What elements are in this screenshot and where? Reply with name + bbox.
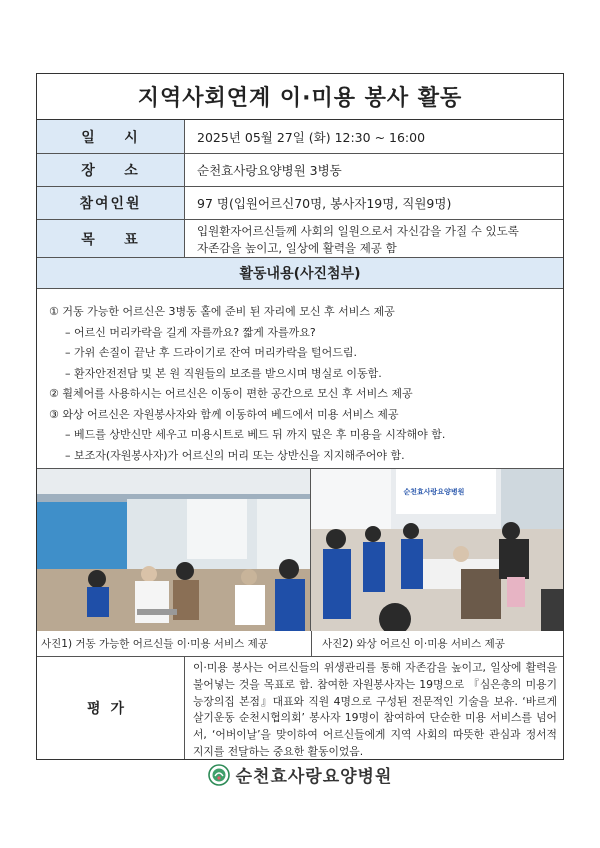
date-value: 2025년 05월 27일 (화) 12:30 ~ 16:00 bbox=[197, 129, 426, 145]
people-row bbox=[37, 187, 563, 220]
activity-heading: 활동내용(사진첨부) bbox=[37, 258, 563, 289]
photo-row bbox=[37, 469, 563, 631]
evaluation-label: 평가 bbox=[37, 657, 185, 759]
goal-label: 목 표 bbox=[37, 220, 185, 257]
activity-line: – 베드를 상반신만 세우고 미용시트로 베드 뒤 까지 덮은 후 미용을 시작해야 함. bbox=[65, 428, 446, 441]
place-label: 장 소 bbox=[37, 154, 185, 186]
goal-line-2: 자존감을 높이고, 일상에 활력을 제공 함 bbox=[197, 241, 397, 255]
hospital-sign: 순천효사랑요양병원 bbox=[403, 488, 465, 496]
activity-line: – 환자안전전담 및 본 원 직원들의 보조를 받으시며 병실로 이동함. bbox=[65, 366, 382, 380]
people-label: 참여인원 bbox=[37, 187, 185, 219]
date-row bbox=[37, 120, 563, 154]
goal-value bbox=[185, 220, 563, 257]
evaluation-text: 이·미용 봉사는 어르신들의 위생관리를 통해 자존감을 높이고, 일상에 활력을 불어넣는 것을 목표로 함. 참여한 자원봉사자는 19명으로 『심은총의 미용기능장의집 본점』대표와 직원 4명으로 구성된 전문적인 기술을 보유. ‘바르게살기운동 순천시협의회’ 봉사자 19명이 참여하여 단순한 미용 서비스를 넘어서, ‘어버이날’을 맞이하여 어르신들에게 지역 사회의 따뜻한 관심과 정서적 지지를 전달하는 중요한 활동이었음. bbox=[193, 661, 557, 758]
hospital-logo-icon bbox=[208, 764, 230, 786]
report-document bbox=[36, 73, 564, 760]
photo-2-caption: 사진2) 와상 어르신 이·미용 서비스 제공 bbox=[322, 638, 505, 650]
goal-line-1: 입원환자어르신들께 사회의 일원으로서 자신감을 가질 수 있도록 bbox=[197, 224, 519, 238]
activity-line: – 보조자(자원봉사자)가 어르신의 머리 또는 상반신을 지지해주어야 함. bbox=[65, 448, 405, 462]
activity-content bbox=[37, 289, 563, 469]
caption-row bbox=[37, 631, 563, 657]
page-title: 지역사회연계 이·미용 봉사 활동 bbox=[37, 74, 563, 120]
photo-1 bbox=[37, 469, 311, 631]
activity-line: – 어르신 머리카락을 길게 자를까요? 짧게 자를까요? bbox=[65, 325, 316, 339]
activity-line: – 가위 손질이 끝난 후 드라이기로 잔여 머리카락을 털어드림. bbox=[65, 346, 357, 359]
people-value: 97 명(입원어르신70명, 봉사자19명, 직원9명) bbox=[197, 196, 452, 211]
date-label: 일 시 bbox=[37, 120, 185, 153]
place-value: 순천효사랑요양병원 3병동 bbox=[197, 163, 342, 178]
photo-1-image bbox=[37, 469, 311, 631]
activity-line: ② 휠체어를 사용하시는 어르신은 이동이 편한 공간으로 모신 후 서비스 제공 bbox=[49, 387, 413, 400]
evaluation-row bbox=[37, 657, 563, 759]
photo-1-caption: 사진1) 거동 가능한 어르신들 이·미용 서비스 제공 bbox=[37, 631, 312, 656]
activity-line: ① 거동 가능한 어르신은 3병동 홀에 준비 된 자리에 모신 후 서비스 제공 bbox=[49, 305, 395, 318]
photo-2 bbox=[311, 469, 563, 631]
hospital-name: 순천효사랑요양병원 bbox=[235, 767, 393, 787]
goal-row bbox=[37, 220, 563, 258]
place-row bbox=[37, 154, 563, 187]
footer bbox=[0, 762, 600, 787]
activity-line: ③ 와상 어르신은 자원봉사자와 함께 이동하여 베드에서 미용 서비스 제공 bbox=[49, 407, 399, 421]
